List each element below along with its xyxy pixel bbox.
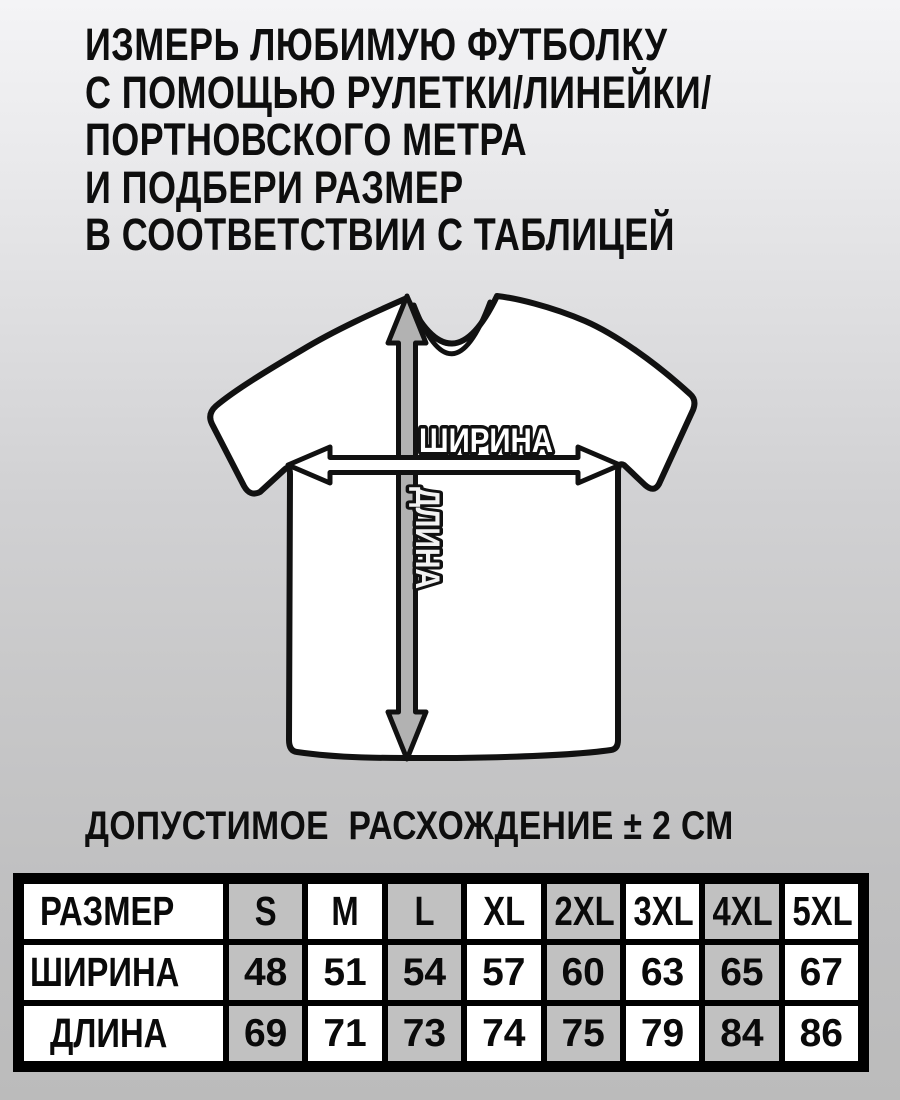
value-cell: 67 <box>782 942 861 1003</box>
size-table-header-row <box>21 881 861 942</box>
headline-line: В СООТВЕТСТВИИ С ТАБЛИЦЕЙ <box>85 209 675 260</box>
value-cell: 74 <box>464 1003 543 1064</box>
value-cell: 48 <box>226 942 305 1003</box>
table-row-width <box>21 942 861 1003</box>
headline-line: С ПОМОЩЬЮ РУЛЕТКИ/ЛИНЕЙКИ/ <box>85 66 712 118</box>
header-cell: 3XL <box>623 881 702 942</box>
row-label-length: ДЛИНА <box>21 1003 226 1064</box>
header-cell: L <box>385 881 464 942</box>
value-cell: 54 <box>385 942 464 1003</box>
value-cell: 63 <box>623 942 702 1003</box>
value-cell: 65 <box>702 942 781 1003</box>
table-row-length <box>21 1003 861 1064</box>
value-cell: 51 <box>305 942 384 1003</box>
header-cell: XL <box>464 881 543 942</box>
value-cell: 57 <box>464 942 543 1003</box>
header-cell: S <box>226 881 305 942</box>
value-cell: 60 <box>544 942 623 1003</box>
headline-line: ИЗМЕРЬ ЛЮБИМУЮ ФУТБОЛКУ <box>85 19 668 70</box>
value-cell: 69 <box>226 1003 305 1064</box>
value-cell: 71 <box>305 1003 384 1064</box>
header-cell: M <box>305 881 384 942</box>
row-label-width: ШИРИНА <box>21 942 226 1003</box>
headline-line: ПОРТНОВСКОГО МЕТРА <box>85 114 527 165</box>
value-cell: 79 <box>623 1003 702 1064</box>
header-cell: 5XL <box>782 881 861 942</box>
length-arrow-label: ДЛИНА <box>408 487 446 609</box>
size-table <box>13 873 869 1072</box>
headline-line: И ПОДБЕРИ РАЗМЕР <box>85 161 464 213</box>
header-cell: 2XL <box>544 881 623 942</box>
tolerance-note: ДОПУСТИМОЕ РАСХОЖДЕНИЕ ± 2 СМ <box>85 804 734 848</box>
tshirt-outline <box>210 296 694 758</box>
value-cell: 86 <box>782 1003 861 1064</box>
value-cell: 75 <box>544 1003 623 1064</box>
value-cell: 73 <box>385 1003 464 1064</box>
header-cell-size: РАЗМЕР <box>21 881 226 942</box>
width-arrow-label: ШИРИНА <box>419 422 553 460</box>
header-cell: 4XL <box>702 881 781 942</box>
value-cell: 84 <box>702 1003 781 1064</box>
